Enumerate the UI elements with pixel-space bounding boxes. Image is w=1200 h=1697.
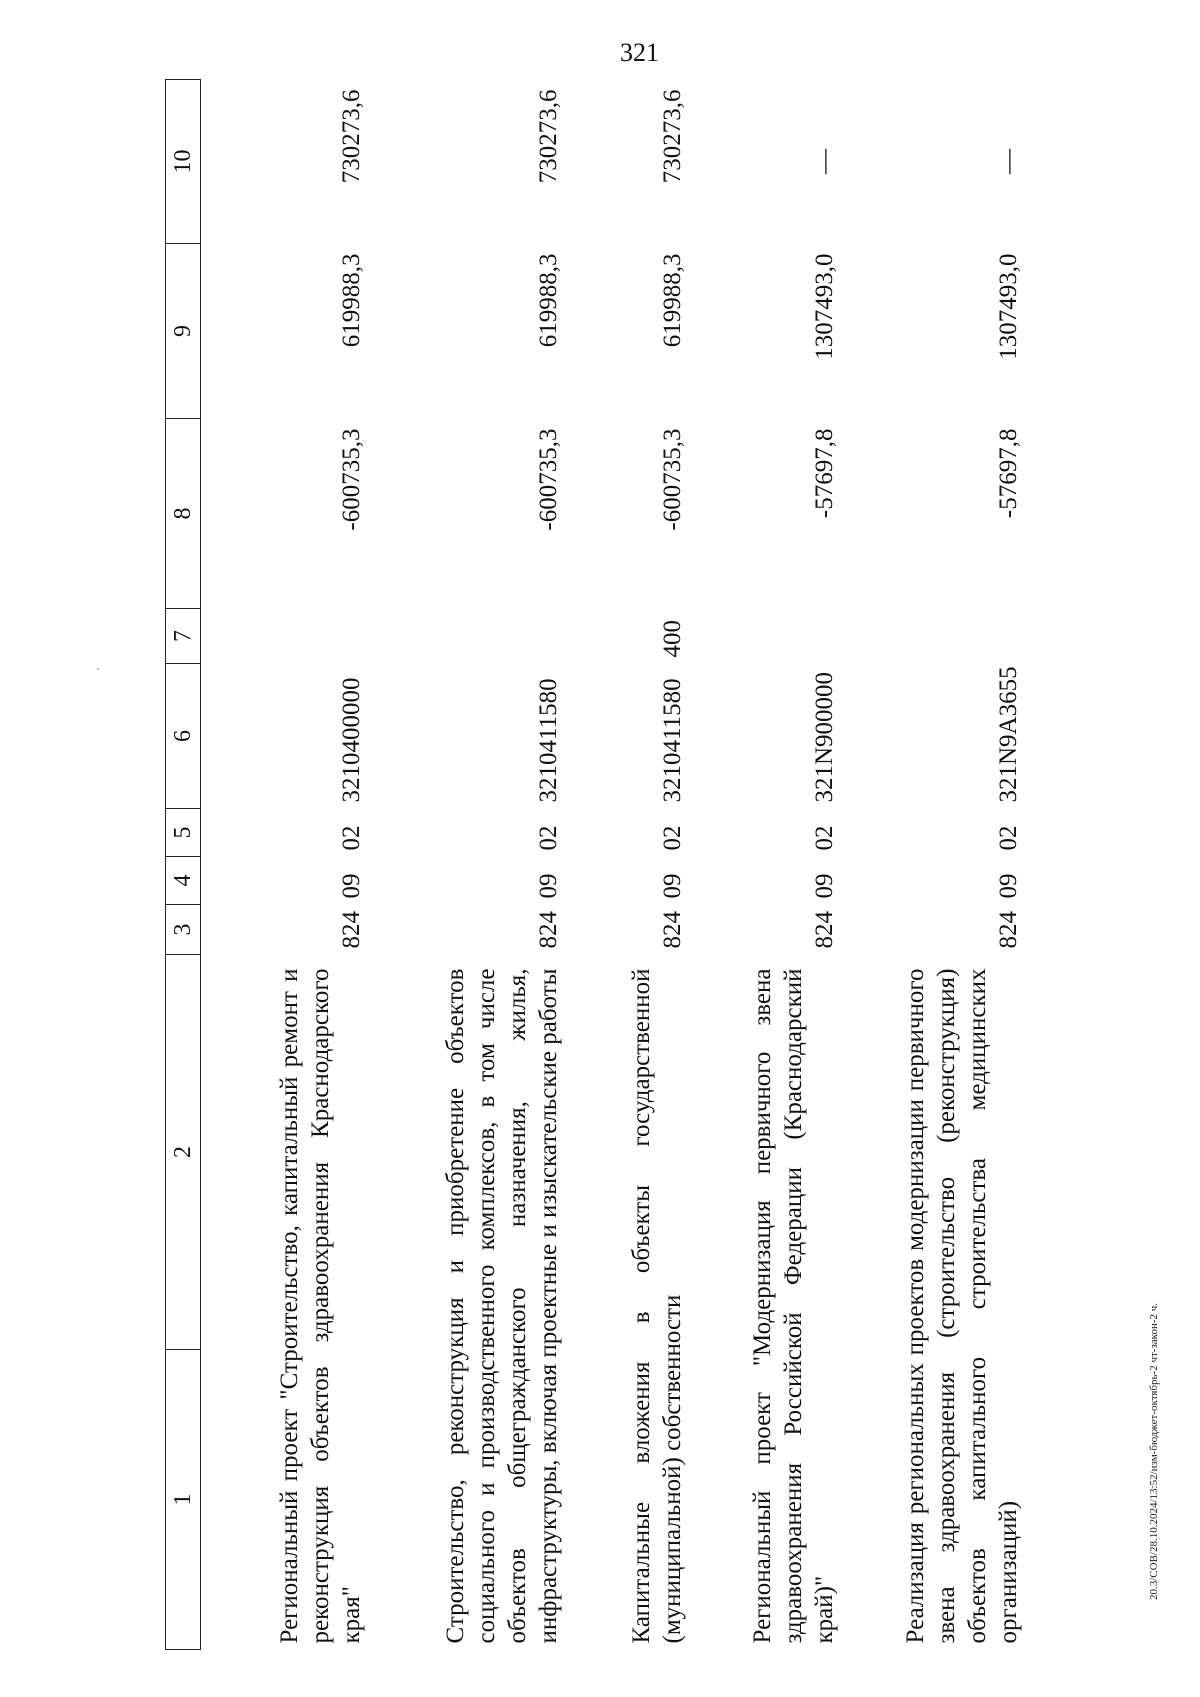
row-pr: 02 [338, 825, 365, 851]
row-name: Капитальные вложения в объекты государственной (муниципальной) собственности [628, 968, 686, 1644]
header-col-9: 9 [166, 244, 201, 419]
row-vr [201, 609, 372, 664]
row-grbs: 824 [535, 911, 562, 949]
rotated-table-container [165, 80, 1060, 1650]
row-grbs: 824 [659, 911, 686, 949]
row-value-9: 619988,3 [659, 253, 686, 348]
header-col-2: 2 [166, 955, 201, 1350]
row-name: Реализация региональных проектов модернизации первичного звена здравоохранения (строительство (реконструкция) объектов капитального строительства медицинских организаций) [902, 968, 1022, 1644]
table-row [692, 80, 844, 1650]
table-row [371, 80, 568, 1650]
header-col-6: 6 [166, 664, 201, 809]
budget-table [165, 79, 1028, 1650]
row-value-8: -57697,8 [995, 428, 1022, 519]
row-value-10: — [811, 149, 838, 174]
table-row [201, 80, 372, 1650]
row-pr: 02 [995, 825, 1022, 851]
row-value-8: -57697,8 [811, 428, 838, 519]
row-grbs: 824 [338, 911, 365, 949]
row-vr [692, 609, 844, 664]
table-row [568, 80, 692, 1650]
row-value-9: 1307493,0 [811, 253, 838, 360]
row-value-8: -600735,3 [338, 428, 365, 531]
row-value-9: 619988,3 [338, 253, 365, 348]
row-value-8: -600735,3 [535, 428, 562, 531]
row-value-10: 730273,6 [535, 89, 562, 184]
row-grbs: 824 [811, 911, 838, 949]
row-value-10: 730273,6 [338, 89, 365, 184]
row-name: Региональный проект "Строительство, капитальный ремонт и реконструкция объектов здравоохранения Краснодарского края" [276, 968, 365, 1644]
row-name: Строительство, реконструкция и приобретение объектов социального и производственного комплексов, в том числе объектов общегражданского назначения, жилья, инфраструктуры, включая проектные и изыскательские работы [442, 968, 562, 1644]
row-rz: 09 [995, 873, 1022, 899]
header-col-8: 8 [166, 419, 201, 609]
row-csr: 321N900000 [811, 671, 838, 803]
row-value-10: 730273,6 [659, 89, 686, 184]
row-csr: 3210411580 [535, 678, 562, 803]
row-csr: 3210411580 [659, 678, 686, 803]
row-rz: 09 [338, 873, 365, 899]
row-grbs: 824 [995, 911, 1022, 949]
row-value-9: 1307493,0 [995, 253, 1022, 360]
scan-speck [97, 668, 99, 670]
row-pr: 02 [811, 825, 838, 851]
row-pr: 02 [659, 825, 686, 851]
row-rz: 09 [659, 873, 686, 899]
row-csr: 321N9A3655 [995, 666, 1022, 803]
page-number: 321 [620, 38, 659, 67]
header-col-10: 10 [166, 80, 201, 244]
row-vr [371, 609, 568, 664]
header-col-3: 3 [166, 905, 201, 955]
header-col-5: 5 [166, 809, 201, 857]
header-col-1: 1 [166, 1350, 201, 1650]
row-csr: 3210400000 [338, 677, 365, 803]
header-row [166, 80, 201, 1650]
row-vr [844, 609, 1028, 664]
row-value-9: 619988,3 [535, 253, 562, 348]
table-row [844, 80, 1028, 1650]
header-col-4: 4 [166, 857, 201, 905]
row-pr: 02 [535, 825, 562, 851]
header-col-7: 7 [166, 609, 201, 664]
footer-stamp: 20.3/СОВ/28.10.2024/13:52/изм-бюджет-октябрь-2 чт-закон-2 ч. [1148, 1302, 1160, 1600]
row-rz: 09 [811, 873, 838, 899]
row-name: Региональный проект "Модернизация первичного звена здравоохранения Российской Федерации (Краснодарский край)" [749, 968, 838, 1644]
row-value-8: -600735,3 [659, 428, 686, 531]
row-vr: 400 [659, 620, 686, 658]
row-rz: 09 [535, 873, 562, 899]
row-value-10: — [995, 149, 1022, 174]
